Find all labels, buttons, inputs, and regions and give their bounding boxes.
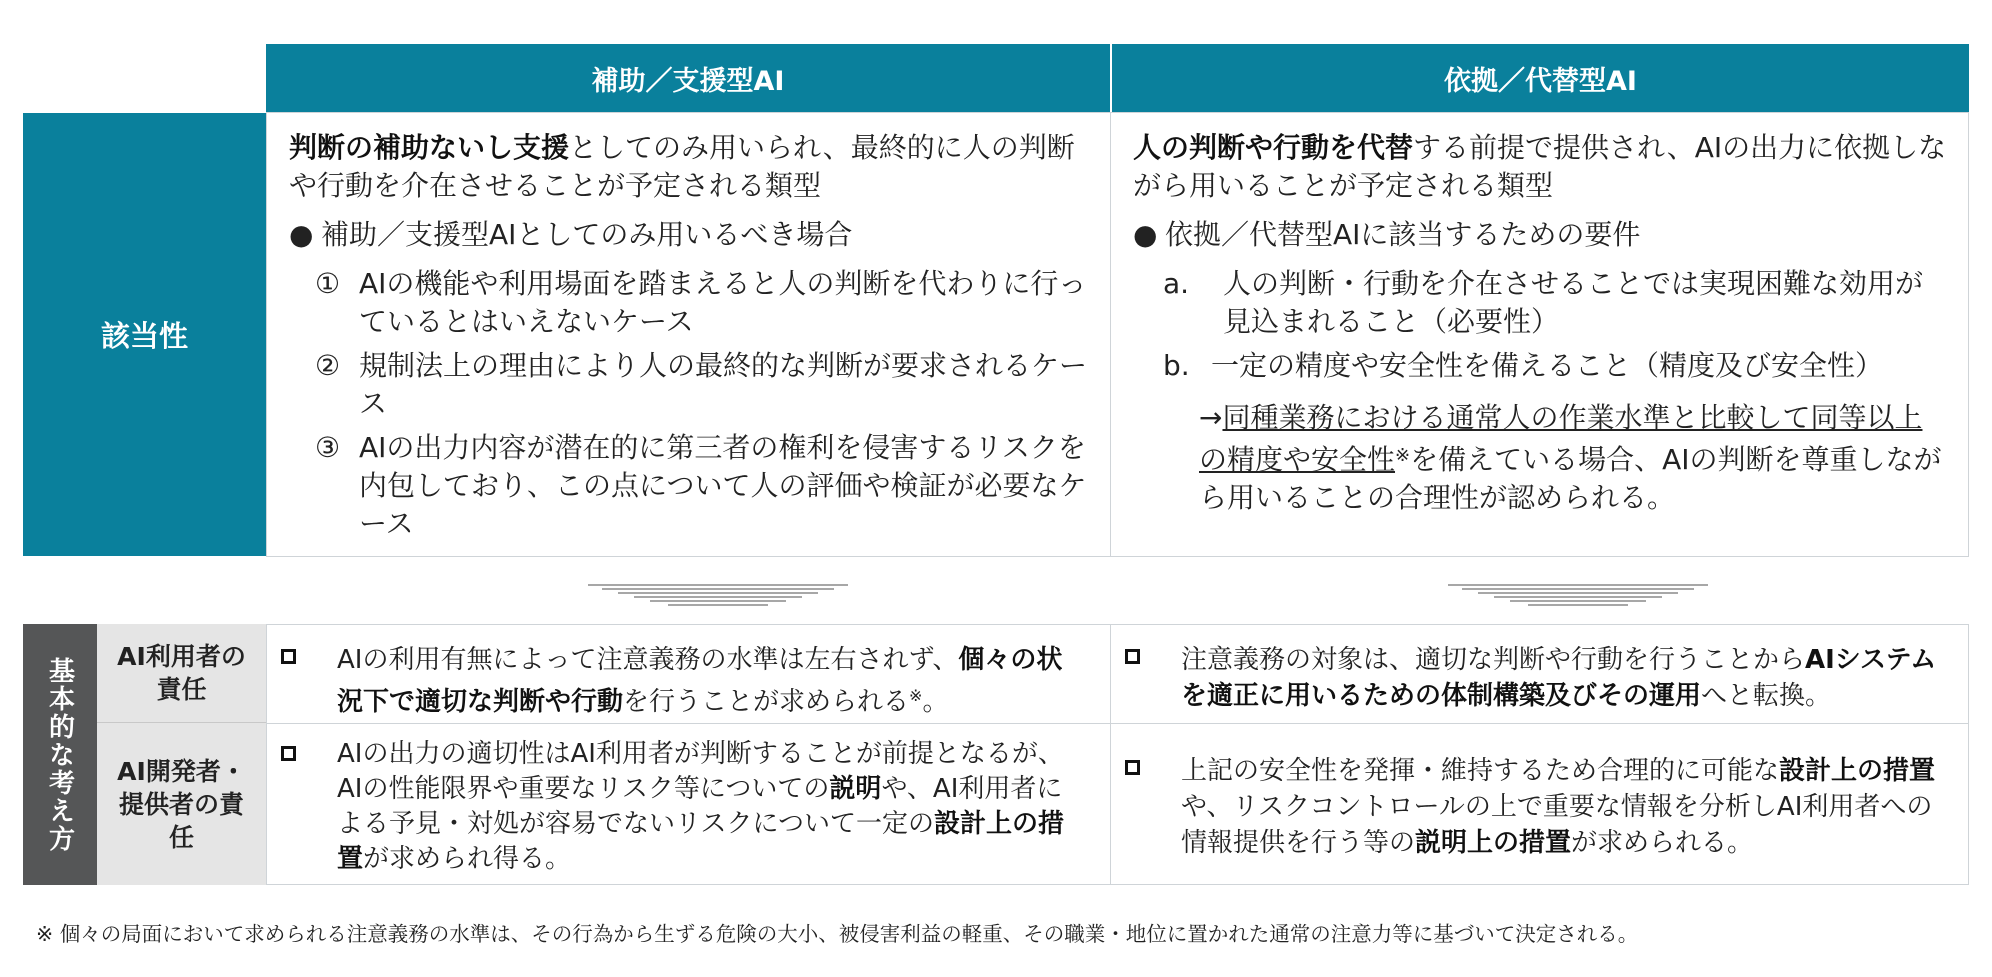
support-intro-bold: 判断の補助ないし支援 (289, 131, 570, 164)
header-col-support-ai (266, 44, 1110, 112)
bullet-dot-icon: ● (1133, 218, 1158, 251)
applicability-cell-support (266, 112, 1111, 557)
user-support-b1: 個々の状況下で適切な判断や行動 (337, 645, 1063, 717)
support-intro (289, 129, 1090, 205)
support-item-2-num: ② (315, 349, 341, 382)
support-item-3 (289, 429, 1090, 543)
basic-approach-label-text: 基本的な考え方 (44, 656, 75, 853)
support-item-2 (289, 347, 1090, 423)
support-item-3-text: AIの出力内容が潜在的に第三者の権利を侵害するリスクを内包しており、この点について人の評価や検証が必要なケース (359, 431, 1087, 540)
support-item-1 (289, 265, 1090, 341)
user-responsibility-label (97, 624, 266, 723)
header-col-support-ai-label: 補助／支援型AI (591, 65, 785, 97)
developer-support-t2: や、AI利用者による予見・対処が容易でないリスクについて一定の (337, 774, 1063, 839)
support-item-3-num: ③ (315, 431, 341, 464)
reliance-bullet (1133, 216, 1948, 254)
reliance-intro-rest: する前提で提供され、AIの出力に依拠しながら用いることが予定される類型 (1133, 131, 1947, 202)
reliance-intro (1133, 129, 1948, 205)
reliance-conclusion-arrow: → (1199, 401, 1223, 434)
support-item-1-text: AIの機能や利用場面を踏まえると人の判断を代わりに行っているとはいえないケース (359, 267, 1087, 338)
reliance-conclusion-rest: を備えている場合、AIの判断を尊重しながら用いることの合理性が認められる。 (1199, 443, 1942, 514)
user-reliance-t2: へと転換。 (1701, 681, 1832, 711)
header-col-reliance-ai (1112, 44, 1969, 112)
support-intro-rest: としてのみ用いられ、最終的に人の判断や行動を介在させることが予定される類型 (289, 131, 1075, 202)
user-reliance-t1: 注意義務の対象は、適切な判断や行動を行うことから (1181, 645, 1806, 675)
reliance-intro-bold: 人の判断や行動を代替 (1133, 131, 1414, 164)
applicability-cell-reliance (1110, 112, 1969, 557)
applicability-row-label (23, 113, 266, 556)
header-col-reliance-ai-label: 依拠／代替型AI (1444, 65, 1637, 97)
reliance-item-b-num: b. (1163, 349, 1190, 382)
checkbox-square-icon (281, 746, 296, 761)
user-responsibility-label-text: AI利用者の責任 (117, 642, 246, 704)
down-chevron-right-icon (1448, 583, 1708, 609)
basic-approach-label (23, 624, 97, 885)
reliance-note-mark: ※ (1395, 445, 1411, 466)
reliance-item-a-text: 人の判断・行動を介在させることでは実現困難な効用が見込まれること（必要性） (1223, 267, 1924, 338)
developer-support-t1: AIの出力の適切性はAI利用者が判断することが前提となるが、AIの性能限界や重要なリスク等についての (337, 739, 1064, 804)
user-support-t2: を行うことが求められる (623, 687, 910, 717)
support-item-2-text: 規制法上の理由により人の最終的な判断が要求されるケース (359, 349, 1088, 420)
checkbox-square-icon (1125, 760, 1140, 775)
developer-reliance-t3: が求められる。 (1571, 828, 1754, 858)
reliance-item-a (1133, 265, 1948, 341)
footnote-text: ※ 個々の局面において求められる注意義務の水準は、その行為から生ずる危険の大小、被侵害利益の軽重、その職業・地位に置かれた通常の注意力等に基づいて決定される。 (36, 922, 1639, 946)
applicability-label-text: 該当性 (100, 319, 188, 353)
user-support-cell (266, 624, 1111, 724)
user-reliance-cell (1110, 624, 1969, 724)
reliance-item-b (1133, 347, 1948, 385)
bullet-dot-icon: ● (289, 218, 314, 251)
support-bullet-text: 補助／支援型AIとしてのみ用いるべき場合 (321, 218, 853, 251)
developer-reliance-b2: 説明上の措置 (1415, 828, 1572, 858)
down-chevron-left-icon (588, 583, 848, 609)
developer-reliance-t2: や、リスクコントロールの上で重要な情報を分析しAI利用者への情報提供を行う等の (1181, 792, 1933, 858)
reliance-item-a-num: a. (1163, 267, 1190, 300)
checkbox-square-icon (1125, 649, 1140, 664)
developer-support-cell (266, 723, 1111, 885)
reliance-conclusion-underlined: 同種業務における通常人の作業水準と比較して同等以上の精度や安全性 (1199, 401, 1923, 476)
developer-support-b2: 設計上の措置 (337, 809, 1064, 874)
reliance-bullet-text: 依拠／代替型AIに該当するための要件 (1165, 218, 1641, 251)
checkbox-square-icon (281, 649, 296, 664)
user-support-t1: AIの利用有無によって注意義務の水準は左右されず、 (337, 645, 959, 675)
reliance-conclusion (1133, 399, 1948, 517)
reliance-item-b-text: 一定の精度や安全性を備えること（精度及び安全性） (1211, 349, 1884, 382)
developer-reliance-t1: 上記の安全性を発揮・維持するため合理的に可能な (1181, 756, 1780, 786)
footnote (36, 918, 1976, 950)
user-support-t3: 。 (922, 687, 949, 717)
developer-reliance-cell (1110, 723, 1969, 885)
support-item-1-num: ① (315, 267, 341, 300)
user-reliance-b1: AIシステムを適正に用いるための体制構築及びその運用 (1181, 645, 1937, 711)
developer-responsibility-label (97, 723, 266, 885)
developer-reliance-b1: 設計上の措置 (1779, 756, 1936, 786)
user-support-sup: ※ (909, 686, 923, 705)
developer-support-t3: が求められ得る。 (363, 844, 572, 874)
support-bullet (289, 216, 1090, 254)
developer-responsibility-label-text: AI開発者・提供者の責任 (117, 756, 246, 852)
developer-support-b1: 説明 (829, 774, 882, 804)
